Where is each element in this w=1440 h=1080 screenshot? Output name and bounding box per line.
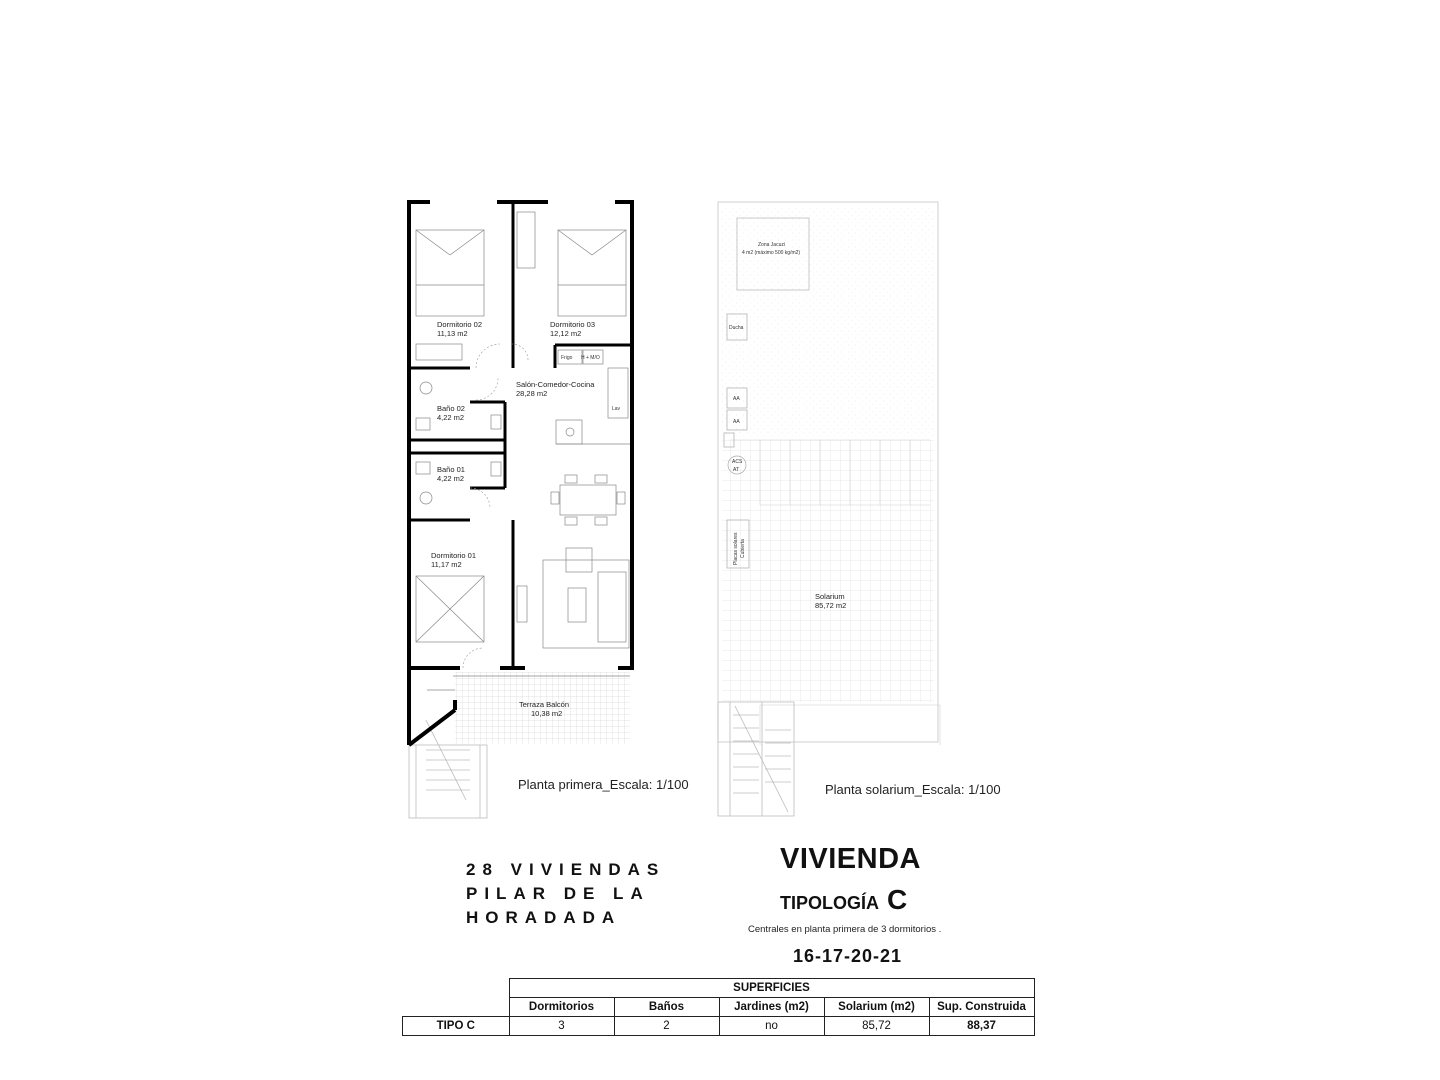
- description: Centrales en planta primera de 3 dormitorios .: [748, 924, 942, 935]
- project-line: PILAR DE LA: [466, 884, 650, 903]
- table-blank: [403, 998, 510, 1017]
- room-name: Baño 02: [437, 404, 465, 413]
- room-area: 12,12 m2: [550, 329, 582, 338]
- solarium-name: Solarium: [815, 592, 845, 601]
- acs-label: ACS: [732, 459, 743, 465]
- unit-numbers: 16-17-20-21: [793, 946, 903, 966]
- project-name: [466, 858, 665, 930]
- table-cell: 88,37: [929, 1017, 1034, 1036]
- room-name: Baño 01: [437, 465, 465, 474]
- aa-label: AA: [733, 419, 740, 425]
- aa-label: AA: [733, 396, 740, 402]
- table-cell: no: [719, 1017, 824, 1036]
- column-header: Dormitorios: [509, 998, 614, 1017]
- typology: [780, 884, 907, 916]
- room-name: Dormitorio 01: [431, 551, 477, 560]
- table-row: [403, 1017, 1035, 1036]
- solar-panel-label: Cubierta: [740, 539, 746, 558]
- interior-walls: [411, 204, 630, 668]
- typology-word: TIPOLOGÍA: [780, 893, 879, 913]
- room-area: 11,13 m2: [437, 329, 468, 338]
- typology-letter: C: [887, 884, 908, 915]
- solarium-area: 85,72 m2: [815, 601, 847, 610]
- column-header: Baños: [614, 998, 719, 1017]
- solar-panel-label: Placas solares: [733, 532, 739, 565]
- room-area: 4,22 m2: [437, 474, 465, 483]
- table-cell: 85,72: [824, 1017, 929, 1036]
- room-area: 10,38 m2: [531, 709, 563, 718]
- table-cell: 2: [614, 1017, 719, 1036]
- first-floor-caption: Planta primera_Escala: 1/100: [518, 777, 689, 792]
- table-blank: [403, 979, 510, 998]
- room-area: 28,28 m2: [516, 389, 548, 398]
- room-name: Terraza Balcón: [519, 700, 570, 709]
- page-title: VIVIENDA: [780, 843, 921, 875]
- surfaces-table: [402, 978, 1035, 1036]
- column-header: Solarium (m2): [824, 998, 929, 1017]
- room-area: 4,22 m2: [437, 413, 465, 422]
- room-name: Dormitorio 03: [550, 320, 596, 329]
- project-line: HORADADA: [466, 908, 622, 927]
- column-header: Sup. Construida: [929, 998, 1034, 1017]
- fixture-label: H + M/O: [581, 355, 600, 361]
- solarium-plan: [718, 202, 940, 816]
- room-area: 11,17 m2: [431, 560, 462, 569]
- solarium-caption: Planta solarium_Escala: 1/100: [825, 782, 1001, 797]
- fixture-label: Frigo: [561, 355, 573, 361]
- fixture-label: Lav: [612, 406, 621, 412]
- column-header: Jardines (m2): [719, 998, 824, 1017]
- row-label: TIPO C: [403, 1017, 510, 1036]
- project-line: 28 VIVIENDAS: [466, 860, 666, 879]
- room-name: Salón-Comedor-Cocina: [516, 380, 595, 389]
- table-title: SUPERFICIES: [509, 979, 1034, 998]
- table-cell: 3: [509, 1017, 614, 1036]
- at-label: AT: [733, 467, 740, 473]
- jacuzzi-note: 4 m2 (máximo 500 kg/m2): [742, 250, 801, 256]
- shower-label: Ducha: [729, 325, 744, 331]
- room-name: Dormitorio 02: [437, 320, 483, 329]
- furniture: [416, 212, 630, 690]
- jacuzzi-title: Zona Jacuzi: [758, 242, 785, 248]
- first-floor-plan: [407, 202, 634, 818]
